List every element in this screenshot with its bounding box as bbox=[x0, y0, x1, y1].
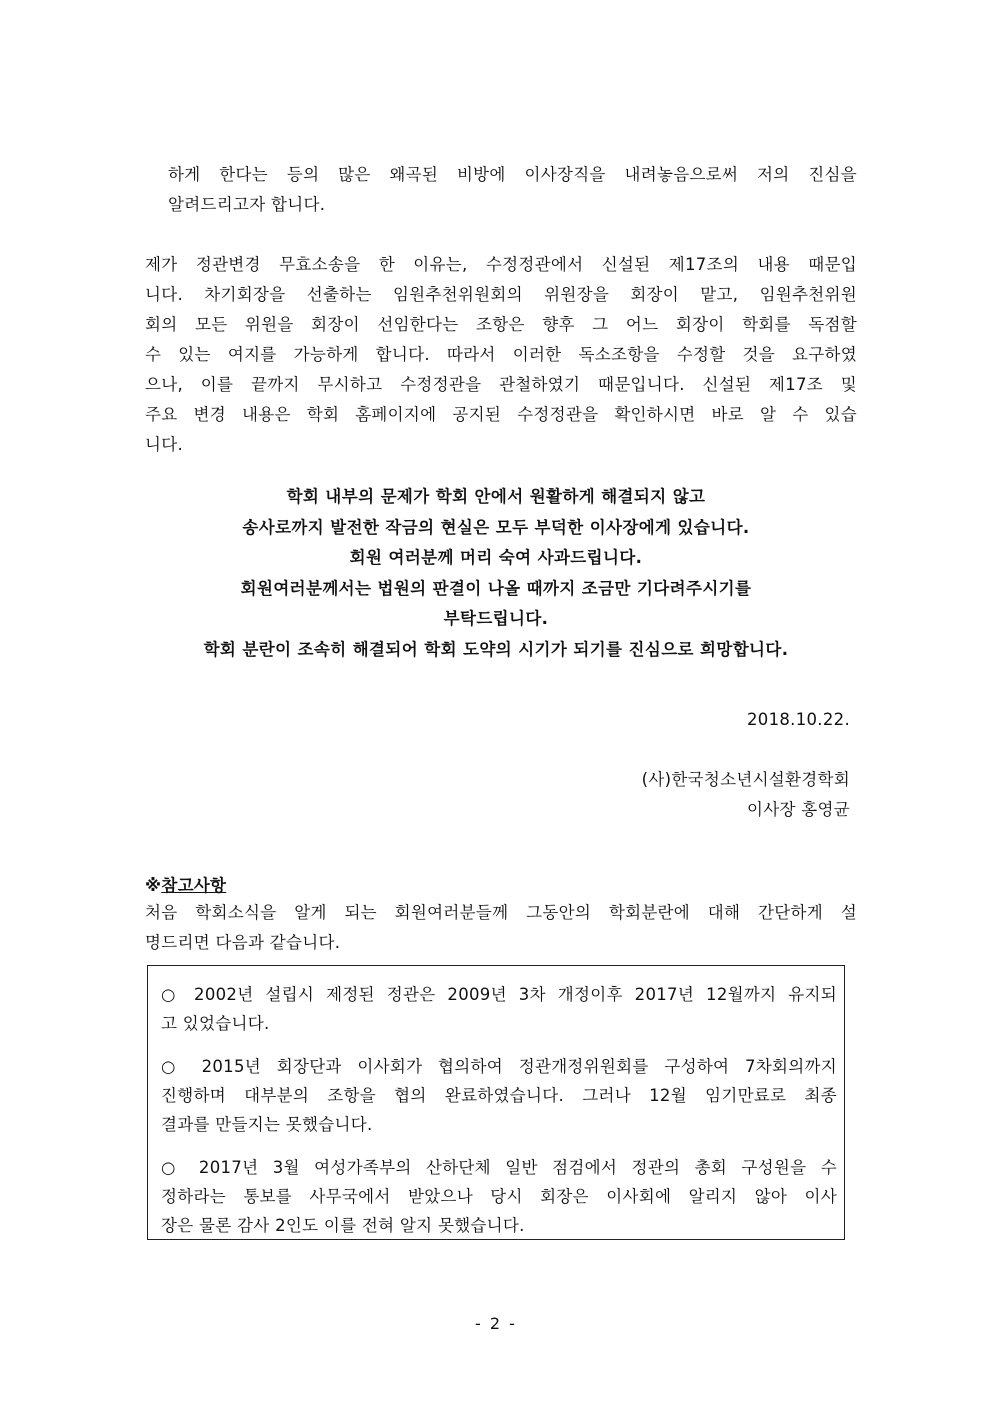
reason-line: 주요 변경 내용은 학회 홈페이지에 공지된 수정정관을 확인하시면 바로 알 수 있습 bbox=[145, 405, 857, 424]
apology-block bbox=[120, 482, 872, 665]
signature-signer: 이사장 홍영균 bbox=[747, 800, 850, 819]
reason-line: 제가 정관변경 무효소송을 한 이유는, 수정정관에서 신설된 제17조의 내용 때문입 bbox=[145, 255, 857, 274]
reference-heading: 참고사항 bbox=[161, 876, 227, 895]
reference-intro bbox=[145, 898, 857, 958]
intro-paragraph bbox=[168, 160, 857, 220]
signature-organization: (사)한국청소년시설환경학회 bbox=[641, 770, 850, 789]
signature-date: 2018.10.22. bbox=[746, 710, 850, 729]
reference-item-line: 고 있었습니다. bbox=[161, 1014, 270, 1033]
reference-item-line: ○ 2015년 회장단과 이사회가 협의하여 정관개정위원회를 구성하여 7차회의까지 bbox=[161, 1057, 837, 1076]
apology-line: 회원 여러분께 머리 숙여 사과드립니다. bbox=[349, 548, 643, 567]
reference-intro-line: 처음 학회소식을 알게 되는 회원여러분들께 그동안의 학회분란에 대해 간단하게 설 bbox=[145, 903, 857, 922]
reason-line: 니다. bbox=[145, 435, 184, 454]
intro-line: 하게 한다는 등의 많은 왜곡된 비방에 이사장직을 내려놓음으로써 저의 진심을 bbox=[168, 165, 857, 184]
reference-box bbox=[147, 965, 845, 1240]
reason-paragraph bbox=[145, 250, 857, 460]
page-number: - 2 - bbox=[475, 1314, 517, 1333]
reference-item-line: 정하라는 통보를 사무국에서 받았으나 당시 회장은 이사회에 알리지 않아 이사 bbox=[161, 1187, 837, 1206]
reason-line: 회의 모든 위원을 회장이 선임한다는 조항은 향후 그 어느 회장이 학회를 독점할 bbox=[145, 315, 857, 334]
reference-mark: ※ bbox=[145, 876, 162, 895]
reason-line: 니다. 차기회장을 선출하는 임원추천위원회의 위원장을 회장이 맡고, 임원추천위원 bbox=[145, 285, 857, 304]
reference-item-line: ○ 2017년 3월 여성가족부의 산하단체 일반 점검에서 정관의 총회 구성원을 수 bbox=[161, 1158, 837, 1177]
reference-intro-line: 명드리면 다음과 같습니다. bbox=[145, 933, 341, 952]
reason-line: 수 있는 여지를 가능하게 합니다. 따라서 이러한 독소조항을 수정할 것을 요구하였 bbox=[145, 345, 857, 364]
reference-item-line: 결과를 만들지는 못했습니다. bbox=[161, 1115, 373, 1134]
reason-line: 으나, 이를 끝까지 무시하고 수정정관을 관철하였기 때문입니다. 신설된 제17조 및 bbox=[145, 375, 857, 394]
apology-line: 회원여러분께서는 법원의 판결이 나올 때까지 조금만 기다려주시기를 bbox=[240, 578, 752, 598]
apology-line: 학회 분란이 조속히 해결되어 학회 도약의 시기가 되기를 진심으로 희망합니다. bbox=[203, 639, 789, 659]
reference-item bbox=[161, 1052, 837, 1139]
intro-line: 알려드리고자 합니다. bbox=[168, 195, 326, 214]
reference-item-line: 진행하며 대부분의 조항을 협의 완료하였습니다. 그러나 12월 임기만료로 최종 bbox=[161, 1086, 837, 1105]
apology-line: 학회 내부의 문제가 학회 안에서 원활하게 해결되지 않고 bbox=[286, 487, 706, 506]
apology-line: 송사로까지 발전한 작금의 현실은 모두 부덕한 이사장에게 있습니다. bbox=[242, 517, 750, 537]
reference-item-line: 장은 물론 감사 2인도 이를 전혀 알지 못했습니다. bbox=[161, 1216, 525, 1235]
reference-item-line: ○ 2002년 설립시 제정된 정관은 2009년 3차 개정이후 2017년 12월까지 유지되 bbox=[161, 985, 837, 1004]
apology-line: 부탁드립니다. bbox=[443, 609, 549, 628]
reference-item bbox=[161, 980, 837, 1038]
reference-title bbox=[145, 872, 226, 896]
reference-item bbox=[161, 1153, 837, 1240]
